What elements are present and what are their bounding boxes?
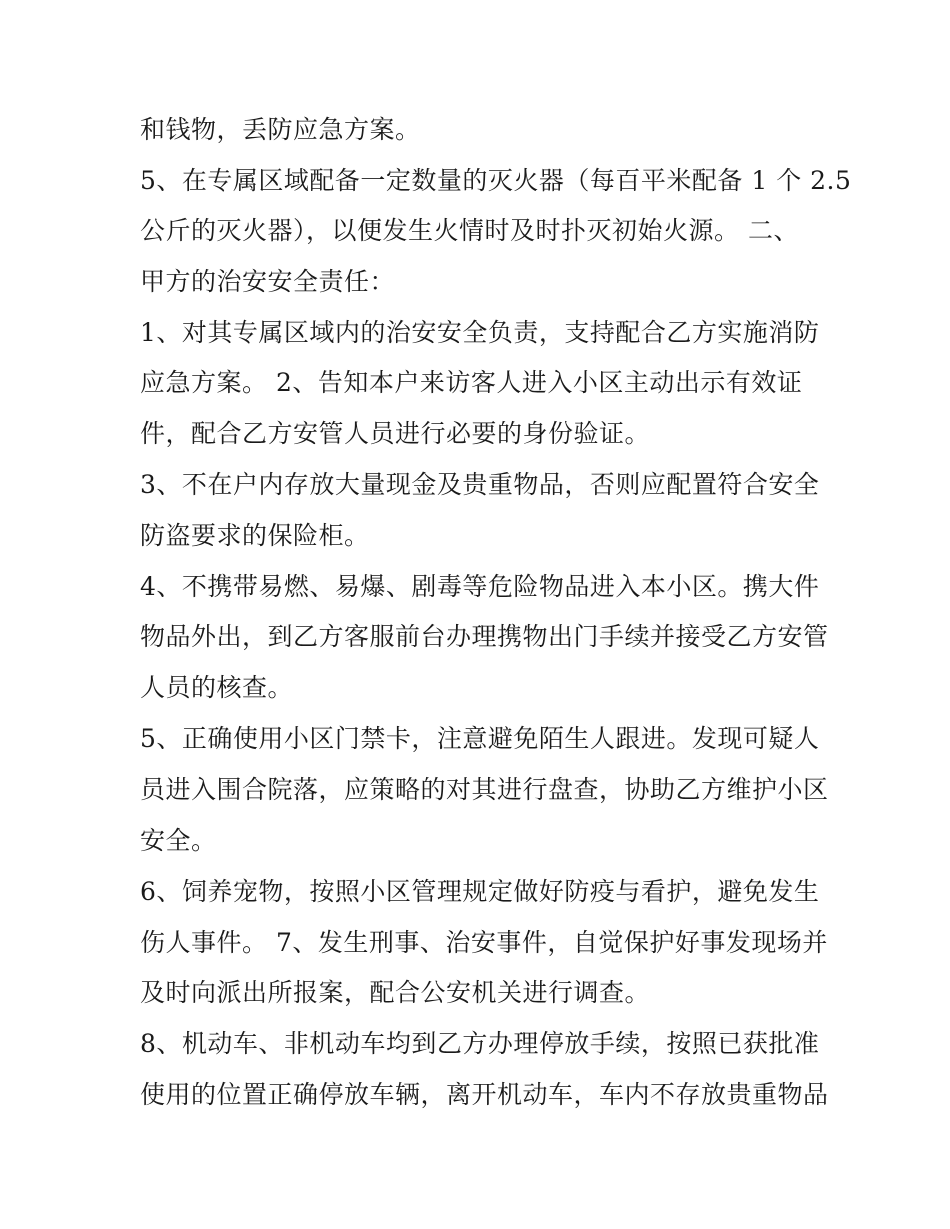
- text-line: 防盗要求的保险柜。: [140, 521, 370, 550]
- text-line: 件，配合乙方安管人员进行必要的身份验证。: [140, 419, 651, 448]
- text-line: 伤人事件。 7、发生刑事、治安事件，自觉保护好事发现场并: [140, 928, 828, 957]
- text-line: 物品外出，到乙方客服前台办理携物出门手续并接受乙方安管: [140, 622, 829, 651]
- text-line: 使用的位置正确停放车辆，离开机动车，车内不存放贵重物品: [140, 1080, 829, 1109]
- text-line: 安全。: [140, 826, 217, 855]
- text-line: 3、不在户内存放大量现金及贵重物品，否则应配置符合安全: [140, 470, 820, 499]
- text-line: 及时向派出所报案，配合公安机关进行调查。: [140, 978, 651, 1007]
- text-line: 甲方的治安安全责任：: [140, 267, 396, 296]
- text-line: 5、在专属区域配备一定数量的灭火器（每百平米配备 1 个 2.5: [140, 166, 852, 195]
- text-line: 和钱物，丢防应急方案。: [140, 115, 421, 144]
- text-line: 8、机动车、非机动车均到乙方办理停放手续，按照已获批准: [140, 1029, 820, 1058]
- text-line: 4、不携带易燃、易爆、剧毒等危险物品进入本小区。携大件: [140, 572, 820, 601]
- text-line: 1、对其专属区域内的治安安全负责，支持配合乙方实施消防: [140, 318, 820, 347]
- text-line: 人员的核查。: [140, 673, 294, 702]
- text-line: 应急方案。 2、告知本户来访客人进入小区主动出示有效证: [140, 368, 803, 397]
- text-line: 6、饲养宠物，按照小区管理规定做好防疫与看护，避免发生: [140, 877, 820, 906]
- text-line: 5、正确使用小区门禁卡，注意避免陌生人跟进。发现可疑人: [140, 724, 820, 753]
- text-line: 员进入围合院落，应策略的对其进行盘查，协助乙方维护小区: [140, 775, 829, 804]
- text-line: 公斤的灭火器），以便发生火情时及时扑灭初始火源。 二、: [140, 216, 799, 245]
